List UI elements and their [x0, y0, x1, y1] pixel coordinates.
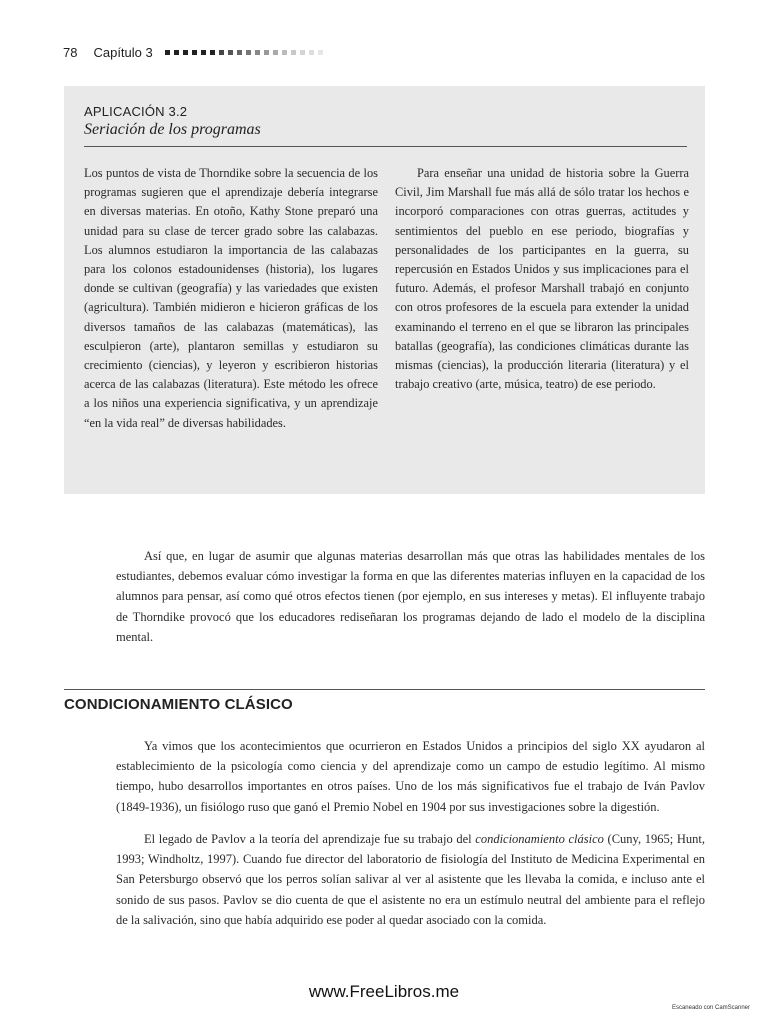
section-paragraph-1: Ya vimos que los acontecimientos que ocurrieron en Estados Unidos a principios del siglo XX ayudaron al establecimiento de la psicología como ciencia y del aprendizaje como un campo de estudio legítimo. Al mismo tiempo, hubo desarrollos importantes en otros países. Uno de los más significativos fue el trabajo de Iván Pavlov (1849-1936), un fisiólogo ruso que ganó el Premio Nobel en 1904 por sus investigaciones sobre la digestión.	[116, 739, 705, 814]
running-header	[63, 42, 323, 62]
intro-paragraph: Así que, en lugar de asumir que algunas materias desarrollan más que otras las habilidades mentales de los estudiantes, debemos evaluar cómo investigar la forma en que las diferentes materias influyen en la capacidad de los alumnos para pensar, así como qué otros efectos tienen (por ejemplo, en sus intereses y metas). El influyente trabajo de Thorndike provocó que los educadores rediseñaran los programas dejando de lado el modelo de la disciplina mental.	[116, 549, 705, 644]
application-label: APLICACIÓN 3.2	[84, 104, 188, 119]
application-left-column: Los puntos de vista de Thorndike sobre la secuencia de los programas sugieren que el aprendizaje debería integrarse en diversas materias. En otoño, Kathy Stone preparó una unidad para su clase de tercer grado sobre las calabazas. Los alumnos estudiaron la importancia de las calabazas para los colonos estadounidenses (historia), los lugares donde se cultivan (geografía) y las variedades que existen (agricultura). También midieron e hicieron gráficas de los diversos tamaños de las calabazas (matemáticas), las esculpieron (arte), plantaron semillas y estudiaron su crecimiento (ciencias), y leyeron y escribieron historias acerca de las calabazas (literatura). Este método les ofrece a los niños una experiencia significativa, y un aprendizaje “en la vida real” de diversas habilidades.	[84, 166, 378, 430]
chapter-label: Capítulo 3	[93, 44, 153, 60]
application-title: Seriación de los programas	[84, 121, 261, 138]
section-paragraph-2	[116, 829, 705, 930]
classical-conditioning-term: condicionamiento clásico	[475, 832, 604, 846]
application-title-rule	[84, 146, 687, 147]
chapter-progress-squares	[165, 50, 323, 55]
scanner-note: Escaneado con CamScanner	[671, 1005, 750, 1011]
paragraph-2-text-start: El legado de Pavlov a la teoría del aprendizaje fue su trabajo del	[144, 832, 476, 846]
paragraph-2-text-end: (Cuny, 1965; Hunt, 1993; Windholtz, 1997). Cuando fue director del laboratorio de fisiología del Instituto de Medicina Experimental en San Petersburgo observó que los perros solían salivar al ver al asistente que les llevaba la comida, e incluso ante el sonido de sus pasos. Pavlov se dio cuenta de que el asistente no era un estímulo neutral del ambiente para el reflejo de la salivación, sino que había adquirido ese poder al quedar asociado con la comida.	[116, 832, 705, 927]
section-heading: CONDICIONAMIENTO CLÁSICO	[64, 696, 293, 713]
application-box	[64, 86, 705, 494]
section-rule	[64, 689, 705, 690]
application-right-column: Para enseñar una unidad de historia sobre la Guerra Civil, Jim Marshall fue más allá de sólo tratar los hechos e incorporó comparaciones con otras guerras, actitudes y sentimientos del pueblo en ese periodo, biografías y personalidades de los participantes en la guerra, su repercusión en Estados Unidos y sus implicaciones para el futuro. Además, el profesor Marshall trabajó en conjunto con otros profesores de la escuela para extender la unidad examinando el terreno en el que se libraron las principales batallas (geografía), las condiciones climáticas durante las mismas (ciencias), la producción literaria (literatura) y el trabajo creativo (arte, música, teatro) de ese periodo.	[395, 166, 689, 392]
website-footer: www.FreeLibros.me	[308, 982, 460, 1001]
page-number: 78	[63, 44, 78, 60]
